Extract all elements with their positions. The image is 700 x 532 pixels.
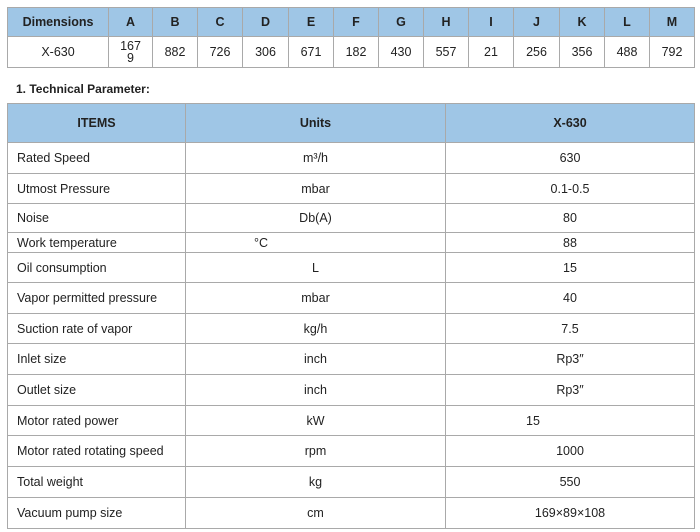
unit-cell: L bbox=[186, 253, 446, 283]
value-cell: 80 bbox=[446, 204, 695, 233]
table-row bbox=[8, 143, 695, 174]
item-cell: Suction rate of vapor bbox=[8, 314, 186, 344]
value-cell: 88 bbox=[446, 233, 695, 253]
value-cell: 15 bbox=[446, 253, 695, 283]
unit-cell: kg bbox=[186, 467, 446, 498]
dimension-value-i: 21 bbox=[469, 37, 514, 68]
dimensions-header-row bbox=[8, 8, 695, 37]
item-cell: Vacuum pump size bbox=[8, 498, 186, 529]
table-row bbox=[8, 253, 695, 283]
dimension-header-e: E bbox=[289, 8, 334, 37]
item-cell: Rated Speed bbox=[8, 143, 186, 174]
dimension-value-f: 182 bbox=[334, 37, 379, 68]
dimensions-value-row bbox=[8, 37, 695, 68]
table-row bbox=[8, 233, 695, 253]
unit-cell: inch bbox=[186, 375, 446, 406]
dimension-value-j: 256 bbox=[514, 37, 560, 68]
dimension-value-c: 726 bbox=[198, 37, 243, 68]
dimension-header-c: C bbox=[198, 8, 243, 37]
table-row bbox=[8, 406, 695, 436]
dimension-value-k: 356 bbox=[560, 37, 605, 68]
item-cell: Motor rated rotating speed bbox=[8, 436, 186, 467]
section-title: 1. Technical Parameter: bbox=[16, 82, 150, 96]
table-row bbox=[8, 204, 695, 233]
value-cell: Rp3″ bbox=[446, 344, 695, 375]
units-header: Units bbox=[186, 104, 446, 143]
table-row bbox=[8, 344, 695, 375]
value-cell: 0.1-0.5 bbox=[446, 174, 695, 204]
unit-cell: kW bbox=[186, 406, 446, 436]
table-row bbox=[8, 314, 695, 344]
dimensions-header-label: Dimensions bbox=[8, 8, 109, 37]
item-cell: Work temperature bbox=[8, 233, 186, 253]
items-header: ITEMS bbox=[8, 104, 186, 143]
value-cell: 7.5 bbox=[446, 314, 695, 344]
dimension-header-f: F bbox=[334, 8, 379, 37]
technical-parameter-table bbox=[7, 103, 695, 529]
dimension-value-b: 882 bbox=[153, 37, 198, 68]
dimension-header-j: J bbox=[514, 8, 560, 37]
table-row bbox=[8, 375, 695, 406]
dimension-value-e: 671 bbox=[289, 37, 334, 68]
item-cell: Motor rated power bbox=[8, 406, 186, 436]
unit-cell: Db(A) bbox=[186, 204, 446, 233]
item-cell: Inlet size bbox=[8, 344, 186, 375]
unit-cell: m³/h bbox=[186, 143, 446, 174]
model-header: X-630 bbox=[446, 104, 695, 143]
table-row bbox=[8, 283, 695, 314]
item-cell: Noise bbox=[8, 204, 186, 233]
dimension-header-g: G bbox=[379, 8, 424, 37]
dimension-header-d: D bbox=[243, 8, 289, 37]
item-cell: Vapor permitted pressure bbox=[8, 283, 186, 314]
item-cell: Outlet size bbox=[8, 375, 186, 406]
dimension-header-l: L bbox=[605, 8, 650, 37]
dimension-header-k: K bbox=[560, 8, 605, 37]
unit-cell: kg/h bbox=[186, 314, 446, 344]
dimension-value-m: 792 bbox=[650, 37, 695, 68]
dimension-header-h: H bbox=[424, 8, 469, 37]
unit-cell: cm bbox=[186, 498, 446, 529]
model-cell: X-630 bbox=[8, 37, 109, 68]
dimension-header-a: A bbox=[109, 8, 153, 37]
value-cell: 1000 bbox=[446, 436, 695, 467]
unit-cell: mbar bbox=[186, 174, 446, 204]
item-cell: Utmost Pressure bbox=[8, 174, 186, 204]
table-row bbox=[8, 467, 695, 498]
dimension-header-b: B bbox=[153, 8, 198, 37]
item-cell: Oil consumption bbox=[8, 253, 186, 283]
dimensions-table bbox=[7, 7, 695, 68]
table-row bbox=[8, 436, 695, 467]
dimension-value-g: 430 bbox=[379, 37, 424, 68]
value-cell: Rp3″ bbox=[446, 375, 695, 406]
dimension-value-l: 488 bbox=[605, 37, 650, 68]
dimension-value-d: 306 bbox=[243, 37, 289, 68]
dimension-value-h: 557 bbox=[424, 37, 469, 68]
unit-cell: mbar bbox=[186, 283, 446, 314]
value-cell: 550 bbox=[446, 467, 695, 498]
dimension-header-i: I bbox=[469, 8, 514, 37]
table-row bbox=[8, 498, 695, 529]
tech-header-row bbox=[8, 104, 695, 143]
dimension-value-a: 167 9 bbox=[109, 37, 153, 68]
unit-cell: inch bbox=[186, 344, 446, 375]
unit-cell: °C bbox=[186, 233, 446, 253]
unit-cell: rpm bbox=[186, 436, 446, 467]
value-cell: 40 bbox=[446, 283, 695, 314]
value-cell: 630 bbox=[446, 143, 695, 174]
table-row bbox=[8, 174, 695, 204]
value-cell: 169×89×108 bbox=[446, 498, 695, 529]
dimension-header-m: M bbox=[650, 8, 695, 37]
item-cell: Total weight bbox=[8, 467, 186, 498]
value-cell: 15 bbox=[446, 406, 695, 436]
